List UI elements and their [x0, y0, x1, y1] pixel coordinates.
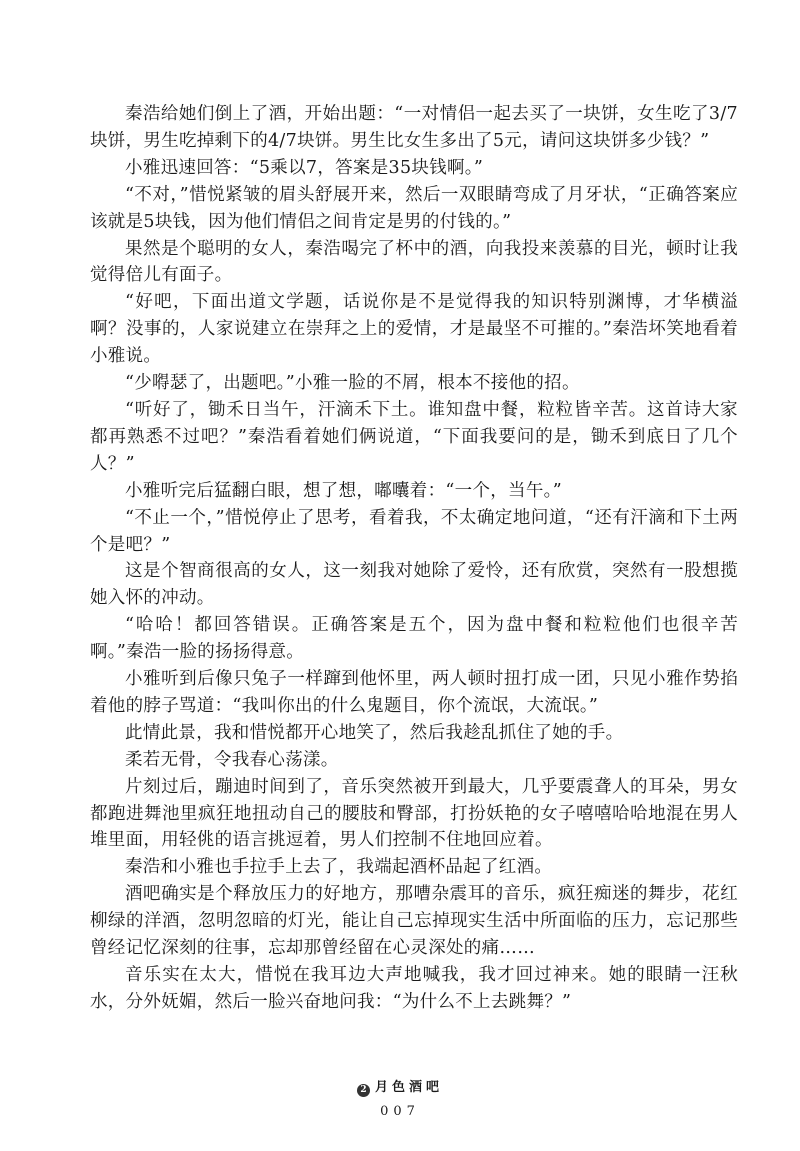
paragraph: 小雅迅速回答：“5乘以7，答案是35块钱啊。” — [125, 157, 484, 178]
paragraph: “少嘚瑟了，出题吧。”小雅一脸的不屑，根本不接他的招。 — [125, 373, 580, 394]
paragraph: 小雅听到后像只兔子一样蹿到他怀里，两人顿时扭打成一团，只见小雅作势掐着他的脖子骂道：“我叫你出的什么鬼题目，你个流氓，大流氓。” — [90, 669, 738, 716]
paragraph: “不止一个，”惜悦停止了思考，看着我，不太确定地问道，“还有汗滴和下土两个是吧？” — [90, 507, 738, 555]
chapter-title: 月色酒吧 — [374, 1080, 443, 1095]
chapter-number-badge: 2 — [357, 1084, 370, 1097]
paragraph: 此情此景，我和惜悦都开心地笑了，然后我趁乱抓住了她的手。 — [125, 722, 624, 743]
paragraph: 这是个智商很高的女人，这一刻我对她除了爱怜，还有欣赏，突然有一股想揽她入怀的冲动。 — [90, 561, 738, 609]
paragraph: 酒吧确实是个释放压力的好地方，那嘈杂震耳的音乐，疯狂痴迷的舞步，花红柳绿的洋酒，忽明忽暗的灯光，能让自己忘掉现实生活中所面临的压力，忘记那些曾经记忆深刻的往事，忘却那曾经留在心灵深处的痛…… — [90, 884, 738, 959]
paragraph: 柔若无骨，令我春心荡漾。 — [125, 749, 339, 770]
paragraph: “听好了，锄禾日当午，汗滴禾下土。谁知盘中餐，粒粒皆辛苦。这首诗大家都再熟悉不过吧？”秦浩看着她们俩说道，“下面我要问的是，锄禾到底日了几个人？” — [90, 399, 738, 474]
paragraph: 果然是个聪明的女人，秦浩喝完了杯中的酒，向我投来羡慕的目光，顿时让我觉得倍儿有面子。 — [90, 238, 738, 286]
paragraph: “不对，”惜悦紧皱的眉头舒展开来，然后一双眼睛弯成了月牙状，“正确答案应该就是5块钱，因为他们情侣之间肯定是男的付钱的。” — [90, 184, 738, 232]
body-text — [90, 101, 738, 1016]
paragraph: 片刻过后，蹦迪时间到了，音乐突然被开到最大，几乎要震聋人的耳朵，男女都跑进舞池里疯狂地扭动自己的腰肢和臀部，打扮妖艳的女子嘻嘻哈哈地混在男人堆里面，用轻佻的语言挑逗着，男人们控制不住地回应着。 — [90, 776, 738, 851]
running-footer — [0, 1076, 800, 1097]
paragraph: 秦浩给她们倒上了酒，开始出题：“一对情侣一起去买了一块饼，女生吃了3/7块饼，男生吃掉剩下的4/7块饼。男生比女生多出了5元，请问这块饼多少钱？” — [90, 104, 738, 151]
page-number: 007 — [380, 1104, 420, 1119]
paragraph: 秦浩和小雅也手拉手上去了，我端起酒杯品起了红酒。 — [125, 857, 553, 878]
paragraph: 音乐实在太大，惜悦在我耳边大声地喊我，我才回过神来。她的眼睛一汪秋水，分外妩媚，然后一脸兴奋地问我：“为什么不上去跳舞？” — [90, 965, 738, 1012]
paragraph: “好吧，下面出道文学题，话说你是不是觉得我的知识特别渊博，才华横溢啊？没事的，人家说建立在崇拜之上的爱情，才是最坚不可摧的。”秦浩坏笑地看着小雅说。 — [90, 292, 738, 367]
paragraph: “哈哈！都回答错误。正确答案是五个，因为盘中餐和粒粒他们也很辛苦啊。”秦浩一脸的扬扬得意。 — [90, 615, 738, 663]
paragraph: 小雅听完后猛翻白眼，想了想，嘟囔着：“一个，当午。” — [125, 480, 562, 501]
